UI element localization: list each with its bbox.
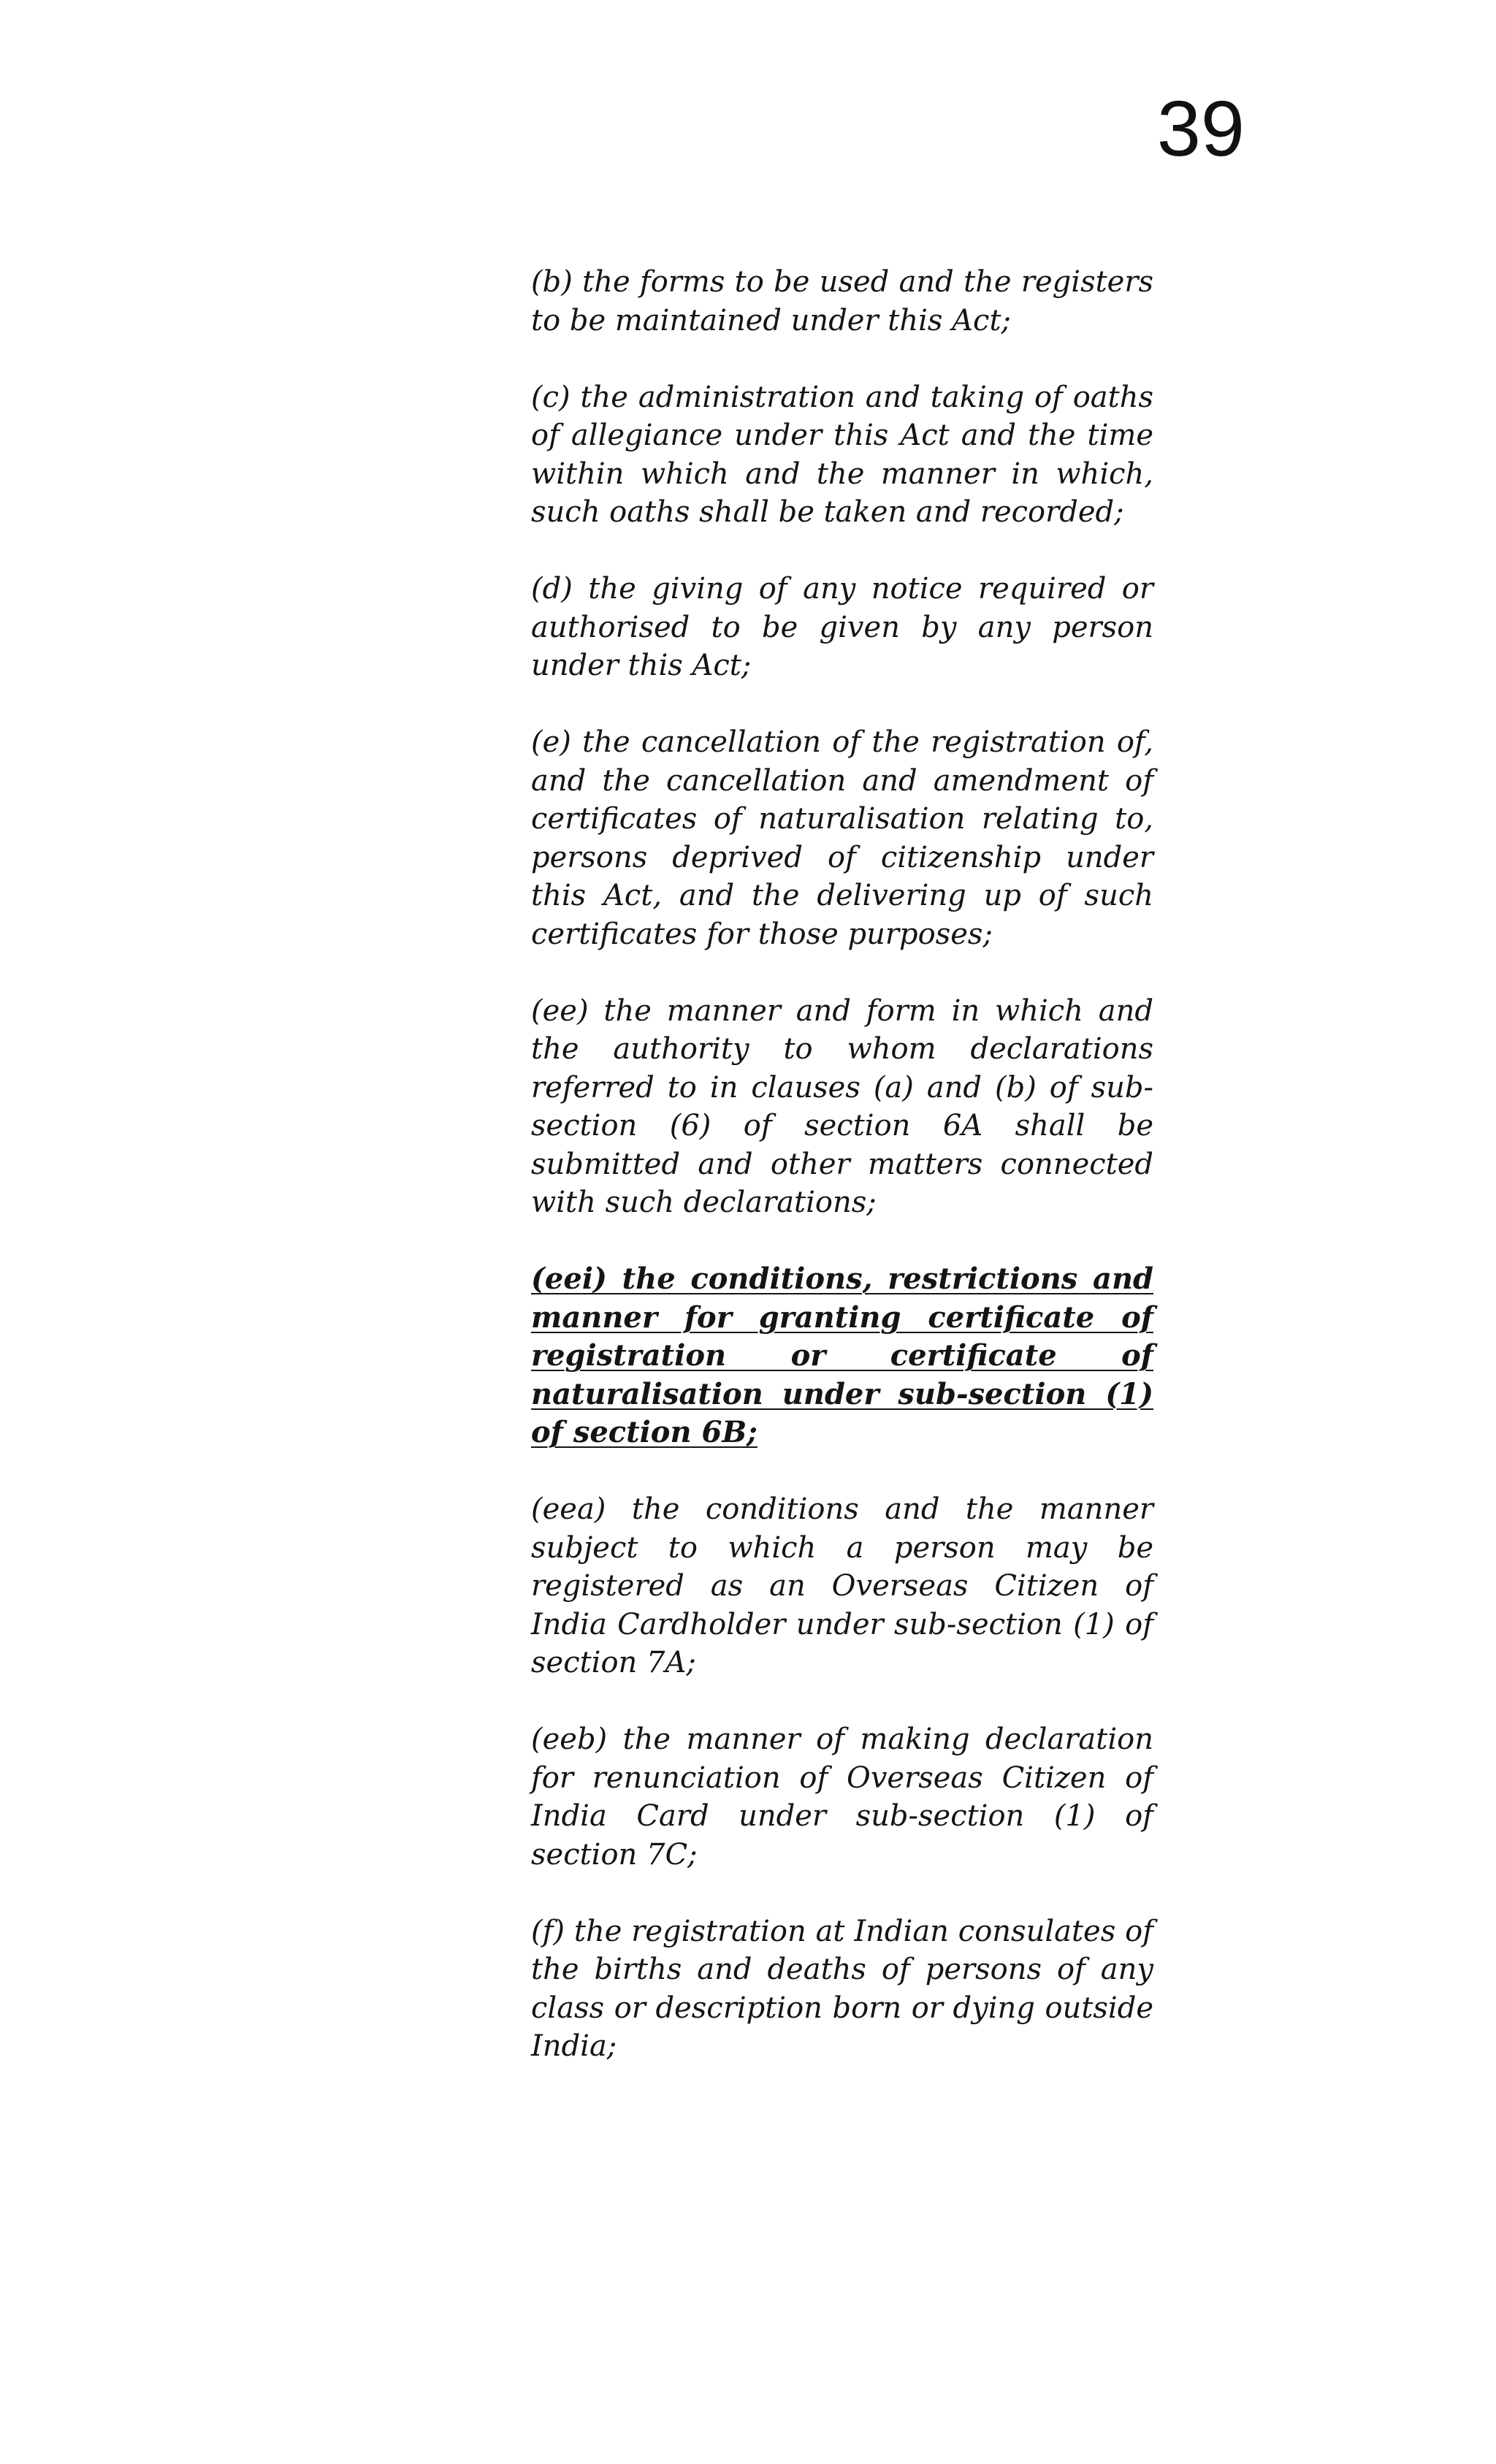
clause-b: (b) the forms to be used and the registers to be maintained under this Act; — [531, 265, 1153, 337]
clause-eei-amendment: (eei) the conditions, restrictions and manner for granting certificate of registration or certificate of naturalisation under sub-section (1) of section 6B; — [531, 1262, 1153, 1449]
clause-eea: (eea) the conditions and the manner subject to which a person may be registered as an Overseas Citizen of India Cardholder under sub-section (1) of section 7A; — [531, 1492, 1153, 1679]
clause-e: (e) the cancellation of the registration of, and the cancellation and amendment of certificates of naturalisation relating to, persons deprived of citizenship under this Act, and the delivering up of such certificates for those purposes; — [531, 725, 1153, 951]
clause-f: (f) the registration at Indian consulates of the births and deaths of persons of any class or description born or dying outside India; — [531, 1914, 1153, 2063]
clause-eeb: (eeb) the manner of making declaration for renunciation of Overseas Citizen of India Card under sub-section (1) of section 7C; — [531, 1723, 1153, 1872]
clause-c: (c) the administration and taking of oaths of allegiance under this Act and the time within which and the manner in which, such oaths shall be taken and recorded; — [531, 380, 1153, 529]
clause-d: (d) the giving of any notice required or authorised to be given by any person under this Act; — [531, 572, 1153, 682]
page-number: 39 — [1156, 84, 1245, 172]
clause-ee: (ee) the manner and form in which and the authority to whom declarations referred to in clauses (a) and (b) of sub-section (6) of section 6A shall be submitted and other matters connected with such declarations; — [531, 993, 1153, 1219]
clause-list — [531, 263, 1153, 2104]
